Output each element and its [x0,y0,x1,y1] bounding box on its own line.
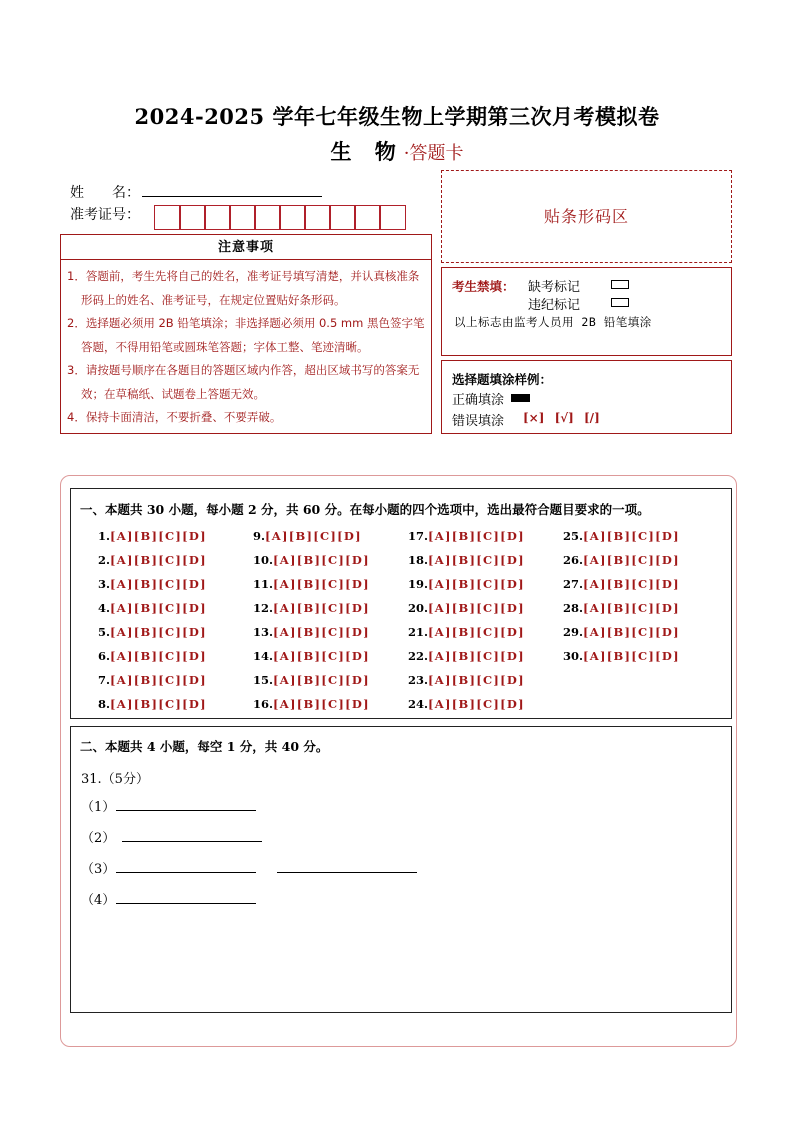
choice-question[interactable] [408,577,525,591]
choice-options[interactable]: [A][B][C][D] [273,601,370,615]
notice-item: 3．请按题号顺序在各题目的答题区域内作答，超出区域书写的答案无效；在草稿纸、试题卷上答题无效。 [67,363,420,401]
question-number: 4. [98,601,111,615]
answer-line[interactable] [122,841,262,842]
choice-question[interactable] [253,529,362,543]
choice-options[interactable]: [A][B][C][D] [583,577,680,591]
choice-question[interactable] [408,553,525,567]
choice-options[interactable]: [A][B][C][D] [428,697,525,711]
choice-options[interactable]: [A][B][C][D] [273,649,370,663]
question-number: 26. [563,553,584,567]
choice-options[interactable]: [A][B][C][D] [273,697,370,711]
question-number: 8. [98,697,111,711]
examiner-note: 以上标志由监考人员用 2B 铅笔填涂 [454,315,652,329]
answer-line[interactable] [116,872,256,873]
notice-panel [60,234,432,434]
choice-question[interactable] [98,697,207,711]
question-number: 12. [253,601,274,615]
choice-options[interactable]: [A][B][C][D] [110,697,207,711]
wrong-fill-samples: [×] [√] [/] [523,411,600,425]
id-digit-box[interactable] [154,205,181,230]
choice-question[interactable] [253,625,370,639]
correct-label: 正确填涂 [452,393,505,408]
answer-line[interactable] [277,872,417,873]
id-label: 准考证号： [70,207,140,223]
choice-question[interactable] [253,649,370,663]
choice-options[interactable]: [A][B][C][D] [273,625,370,639]
notice-heading: 注意事项 [61,235,431,260]
choice-question[interactable] [408,697,525,711]
choice-question[interactable] [98,553,207,567]
choice-options[interactable]: [A][B][C][D] [428,577,525,591]
section2-heading: 二、本题共 4 小题，每空 1 分，共 40 分。 [80,739,329,754]
subject-suffix: ·答题卡 [403,143,464,164]
section1-heading: 一、本题共 30 小题，每小题 2 分，共 60 分。在每小题的四个选项中，选出最符合题目要求的一项。 [80,502,650,517]
choice-options[interactable]: [A][B][C][D] [583,649,680,663]
page-subtitle [0,136,794,166]
choice-options[interactable]: [A][B][C][D] [110,553,207,567]
choice-options[interactable]: [A][B][C][D] [273,577,370,591]
blank-label: （2） [81,831,116,846]
id-digit-box[interactable] [279,205,306,230]
id-digit-box[interactable] [204,205,231,230]
question-number: 11. [253,577,274,591]
choice-question[interactable] [408,601,525,615]
id-digit-box[interactable] [354,205,381,230]
choice-options[interactable]: [A][B][C][D] [428,673,525,687]
question-31-title: 31.（5分） [81,772,149,787]
choice-options[interactable]: [A][B][C][D] [265,529,362,543]
question-number: 28. [563,601,584,615]
choice-options[interactable]: [A][B][C][D] [583,553,680,567]
absent-label: 缺考标记 [528,280,581,295]
choice-question[interactable] [563,553,680,567]
absent-mark-box[interactable] [611,280,629,289]
question-number: 14. [253,649,274,663]
choice-options[interactable]: [A][B][C][D] [110,673,207,687]
choice-question[interactable] [98,601,207,615]
notice-item: 2．选择题必须用 2B 铅笔填涂；非选择题必须用 0.5 mm 黑色签字笔答题，不得用铅笔或圆珠笔答题；字体工整、笔迹清晰。 [67,316,425,354]
question-number: 20. [408,601,429,615]
id-digit-box[interactable] [329,205,356,230]
id-digit-box[interactable] [379,205,406,230]
choice-options[interactable]: [A][B][C][D] [110,601,207,615]
examiner-panel [441,267,732,356]
choice-question[interactable] [563,529,680,543]
choice-question[interactable] [253,673,370,687]
barcode-area: 贴条形码区 [441,170,732,263]
choice-question[interactable] [408,625,525,639]
choice-options[interactable]: [A][B][C][D] [583,601,680,615]
correct-fill-sample [511,394,530,402]
question-number: 15. [253,673,274,687]
question-number: 7. [98,673,111,687]
choice-question[interactable] [563,577,680,591]
subject-name: 生 物 [330,139,404,164]
question-number: 29. [563,625,584,639]
question-number: 17. [408,529,429,543]
question-number: 18. [408,553,429,567]
question-number: 22. [408,649,429,663]
id-digit-box[interactable] [254,205,281,230]
choice-question[interactable] [253,697,370,711]
question-number: 6. [98,649,111,663]
question-number: 27. [563,577,584,591]
violation-mark-box[interactable] [611,298,629,307]
question-number: 2. [98,553,111,567]
choice-question[interactable] [253,553,370,567]
sample-panel [441,360,732,434]
question-number: 25. [563,529,584,543]
choice-options[interactable]: [A][B][C][D] [428,529,525,543]
choice-options[interactable]: [A][B][C][D] [428,553,525,567]
page-title: 2024-2025 学年七年级生物上学期第三次月考模拟卷 [134,104,660,129]
answer-line[interactable] [116,903,256,904]
violation-label: 违纪标记 [528,298,581,313]
question-number: 24. [408,697,429,711]
id-digit-box[interactable] [179,205,206,230]
question-number: 13. [253,625,274,639]
blank-label: （4） [81,893,116,908]
choice-options[interactable]: [A][B][C][D] [110,625,207,639]
choice-question[interactable] [98,625,207,639]
question-number: 21. [408,625,429,639]
question-number: 10. [253,553,274,567]
question-number: 16. [253,697,274,711]
choice-options[interactable]: [A][B][C][D] [273,673,370,687]
choice-question[interactable] [408,649,525,663]
choice-question[interactable] [563,625,680,639]
notice-list [61,260,431,430]
question-number: 30. [563,649,584,663]
id-digit-box[interactable] [304,205,331,230]
choice-question[interactable] [408,529,525,543]
wrong-label: 错误填涂 [452,414,505,429]
choice-question[interactable] [253,577,370,591]
question-number: 19. [408,577,429,591]
blank-label: （1） [81,800,116,815]
choice-question[interactable] [253,601,370,615]
notice-item: 4．保持卡面清洁，不要折叠、不要弄破。 [67,410,282,424]
blank-label: （3） [81,862,116,877]
name-field[interactable] [142,196,322,197]
name-label: 姓 名： [70,185,140,201]
answer-line[interactable] [116,810,256,811]
question-number: 1. [98,529,111,543]
notice-item: 1．答题前，考生先将自己的姓名，准考证号填写清楚，并认真核准条形码上的姓名、准考证号，在规定位置贴好条形码。 [67,269,420,307]
question-number: 23. [408,673,429,687]
choice-options[interactable]: [A][B][C][D] [583,625,680,639]
multiple-choice-section [70,488,732,719]
question-number: 5. [98,625,111,639]
fill-in-section [70,726,732,1013]
question-number: 3. [98,577,111,591]
id-number-boxes[interactable] [154,205,404,230]
choice-options[interactable]: [A][B][C][D] [428,649,525,663]
choice-options[interactable]: [A][B][C][D] [110,529,207,543]
choice-question[interactable] [98,673,207,687]
examiner-title: 考生禁填： [452,279,515,294]
choice-options[interactable]: [A][B][C][D] [428,625,525,639]
choice-options[interactable]: [A][B][C][D] [273,553,370,567]
sample-title: 选择题填涂样例： [452,372,553,387]
choice-question[interactable] [98,649,207,663]
choice-options[interactable]: [A][B][C][D] [110,577,207,591]
choice-question[interactable] [563,601,680,615]
choice-options[interactable]: [A][B][C][D] [428,601,525,615]
choice-question[interactable] [98,529,207,543]
question-number: 9. [253,529,266,543]
choice-question[interactable] [408,673,525,687]
choice-options[interactable]: [A][B][C][D] [110,649,207,663]
choice-question[interactable] [98,577,207,591]
choice-options[interactable]: [A][B][C][D] [583,529,680,543]
id-digit-box[interactable] [229,205,256,230]
choice-question[interactable] [563,649,680,663]
